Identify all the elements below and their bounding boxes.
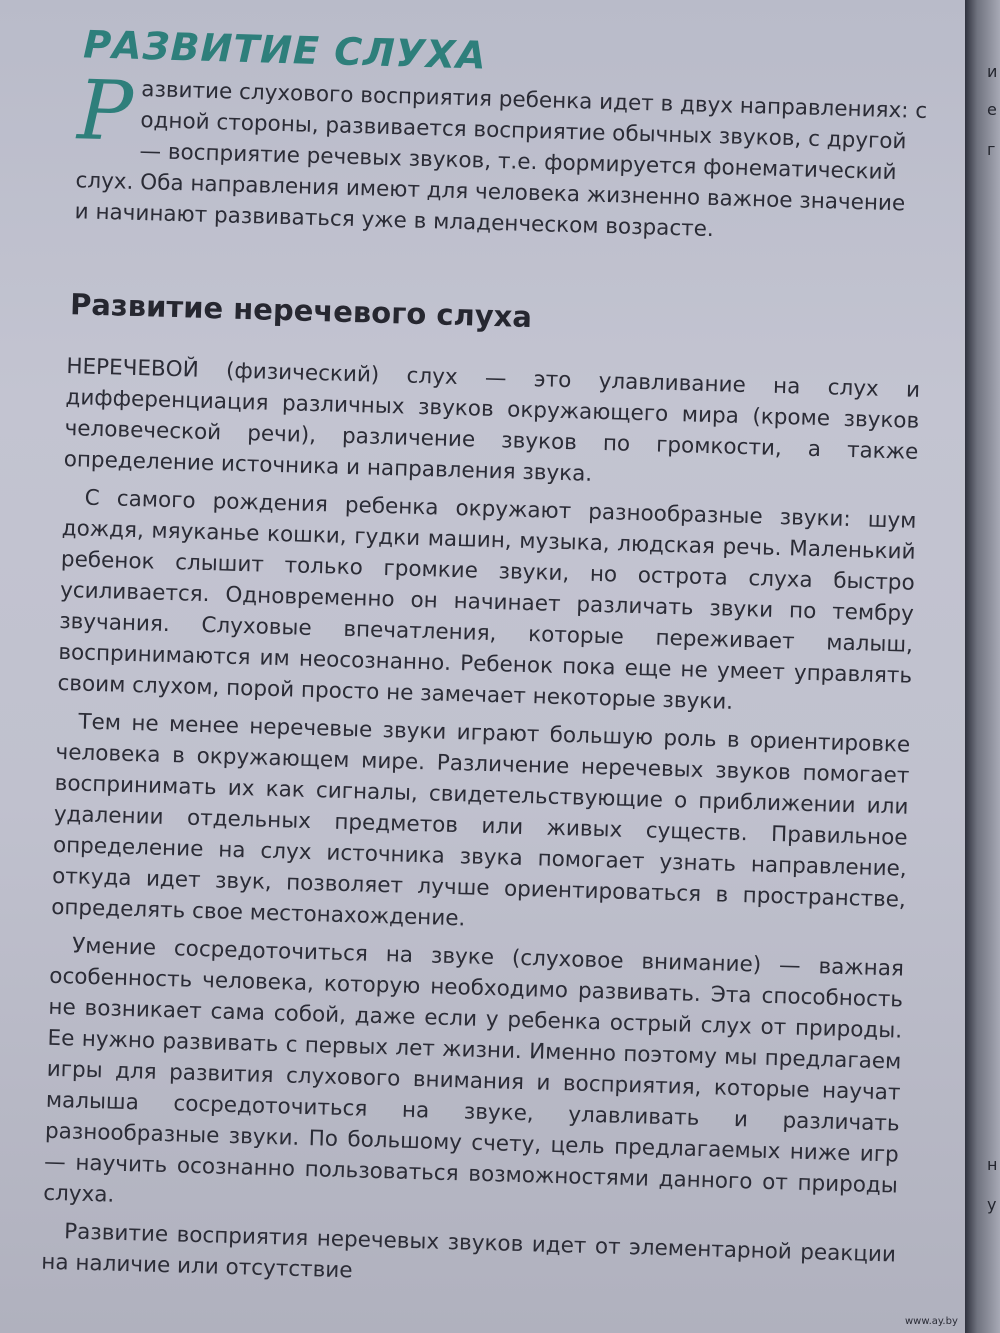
- watermark: www.ay.by: [905, 1316, 958, 1327]
- facing-page-letter: н: [987, 1155, 998, 1174]
- intro-text: азвитие слухового восприятия ребенка идет в двух направлениях: с одной стороны, развивается восприятие обычных звуков, с другой — восприятие речевых звуков, т.е. формируется фонематический слух. Оба направления имеют для человека жизненно важное значение и начинают развиваться уже в младенческом возрасте.: [74, 77, 928, 243]
- page-content: [35, 22, 930, 1309]
- paragraph: С самого рождения ребенка окружают разнообразные звуки: шум дождя, мяуканье кошки, гудки машин, музыка, людская речь. Маленький ребенок слышит только громкие звуки, но острота слуха быстро усиливается. Одновременно он начинает различать звуки по тембру звучания. Слуховые впечатления, которые переживает малыш, воспринимаются им неосознанно. Ребенок пока еще не умеет управлять своим слухом, порой просто не замечает некоторые звуки.: [57, 485, 917, 715]
- paragraph: Умение сосредоточиться на звуке (слуховое внимание) — важная особенность человека, которую необходимо развивать. Эта способность не возникает сама собой, даже если у ребенка острый слух от природы. Ее нужно развивать с первых лет жизни. Именно поэтому мы предлагаем игры для развития слухового внимания и восприятия, которые научат малыша сосредоточиться на звуке, улавливать и различать разнообразные звуки. По большому счету, цель предлагаемых ниже игр — научить осознанно пользоваться возможностями данного от природы слуха.: [42, 933, 905, 1208]
- facing-page-letter: и: [987, 62, 998, 81]
- facing-page-letter: е: [987, 100, 997, 119]
- intro-paragraph: [74, 63, 928, 251]
- paragraph-definition: НЕРЕЧЕВОЙ (физический) слух — это улавливание на слух и дифференциация различных звуков окружающего мира (кроме звуков человеческой речи), различение звуков по громкости, а также определение источника и направления звука.: [63, 354, 921, 487]
- paragraph-cut-off: Развитие восприятия неречевых звуков идет от элементарной реакции на наличие или отсутствие: [41, 1219, 897, 1284]
- section-title: РАЗВИТИЕ СЛУХА: [82, 22, 488, 78]
- drop-cap: Р: [76, 63, 135, 160]
- subheading: Развитие неречевого слуха: [69, 287, 533, 335]
- paragraph: Тем не менее неречевые звуки играют большую роль в ориентировке человека в окружающем мире. Различение неречевых звуков помогает воспринимать их как сигналы, свидетельствующие о приближении или удалении отдельных предметов или живых существ. Правильное определение на слух источника звука помогает узнать направление, откуда идет звук, позволяет лучше ориентироваться в пространстве, определять свое местонахождение.: [50, 709, 911, 932]
- facing-page-letter: г: [987, 140, 996, 159]
- facing-page-letter: у: [987, 1195, 997, 1214]
- facing-page-edge: [965, 0, 1000, 1333]
